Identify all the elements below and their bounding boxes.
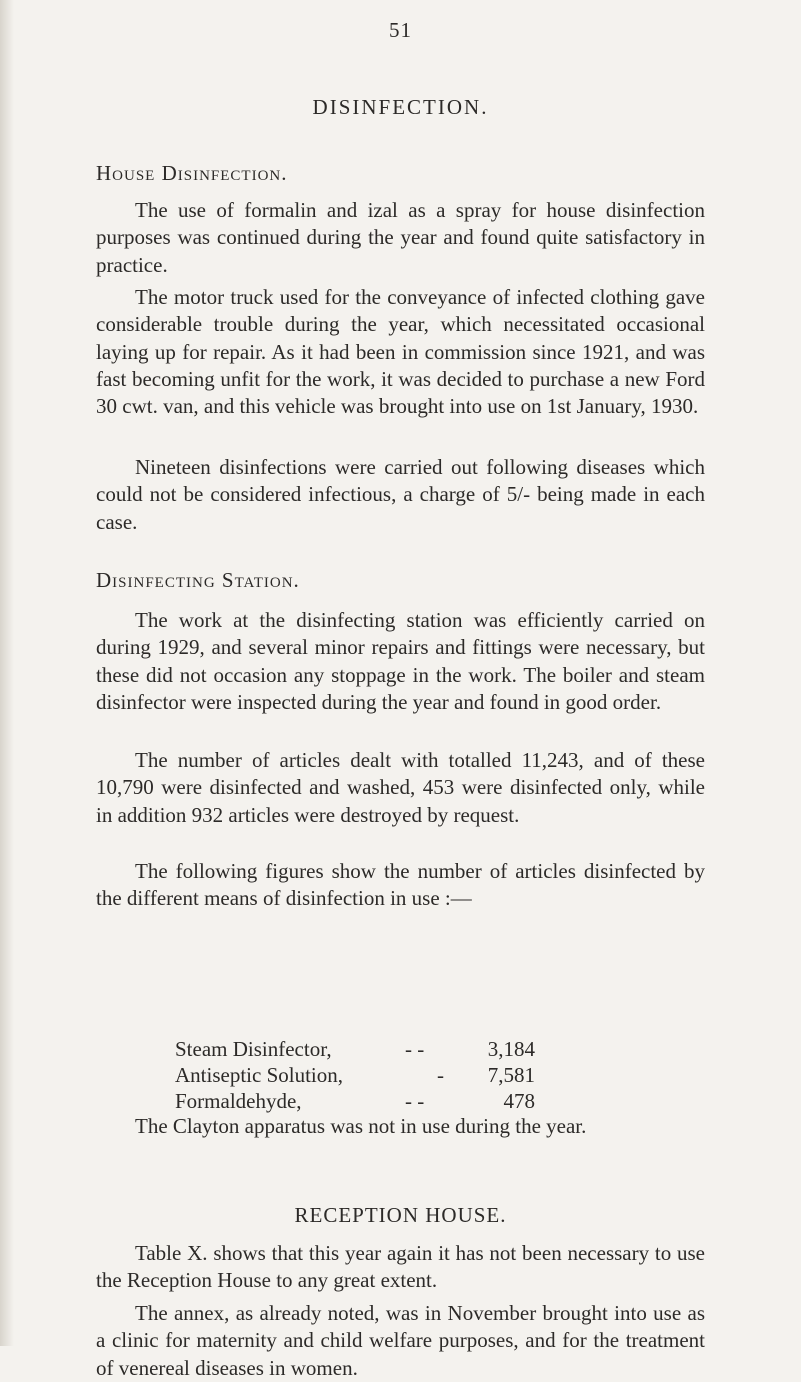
figure-row [175,1062,535,1088]
figure-row [175,1088,535,1114]
house-disinfection-paragraph-2: The motor truck used for the conveyance of infected clothing gave considerable trouble during the year, which necessitated occasional laying up for repair. As it had been in commission since 1921, and was fast becoming unfit for the work, it was decided to purchase a new Ford 30 cwt. van, and this vehicle was brought into use on 1st January, 1930. [96,285,705,419]
figure-dashes: - - [405,1037,425,1061]
disinfecting-station-paragraph-1: The work at the disinfecting station was efficiently carried on during 1929, and several minor repairs and fittings were necessary, but these did not occasion any stoppage in the work. The boiler and steam disinfector were inspected during the year and found in good order. [96,608,705,714]
figure-value: 7,581 [487,1063,535,1087]
reception-house-heading: RECEPTION HOUSE. [294,1203,507,1227]
figure-label: Antiseptic Solution, [175,1063,343,1087]
disinfection-figures-list [175,1036,535,1114]
house-disinfection-paragraph-1: The use of formalin and izal as a spray for house disinfection purposes was continued during the year and found quite satisfactory in practice. [96,198,705,277]
house-disinfection-paragraph-3: Nineteen disinfections were carried out following diseases which could not be considered infectious, a charge of 5/- being made in each case. [96,455,705,534]
disinfecting-station-paragraph-3: The following figures show the number of articles disinfected by the different means of disinfection in use :— [96,859,705,911]
house-disinfection-heading: House Disinfection. [96,161,288,185]
disinfecting-station-paragraph-2: The number of articles dealt with totalled 11,243, and of these 10,790 were disinfected and washed, 453 were disinfected only, while in addition 932 articles were destroyed by request. [96,748,705,827]
figure-label: Steam Disinfector, [175,1037,332,1061]
figure-value: 3,184 [487,1037,535,1061]
figure-value: 478 [503,1089,535,1113]
figure-label: Formaldehyde, [175,1089,302,1113]
figure-dashes: - - [405,1089,425,1113]
page-title: DISINFECTION. [312,95,489,119]
page-binding-edge [0,0,14,1346]
reception-house-paragraph-2: The annex, as already noted, was in November brought into use as a clinic for maternity and child welfare purposes, and for the treatment of venereal diseases in women. [96,1301,705,1380]
disinfecting-station-heading: Disinfecting Station. [96,568,300,592]
figure-row [175,1036,535,1062]
page-number: 51 [389,18,412,42]
disinfecting-station-closing: The Clayton apparatus was not in use during the year. [135,1114,587,1138]
reception-house-paragraph-1: Table X. shows that this year again it has not been necessary to use the Reception House to any great extent. [96,1241,705,1293]
figure-dashes: - [437,1063,444,1087]
